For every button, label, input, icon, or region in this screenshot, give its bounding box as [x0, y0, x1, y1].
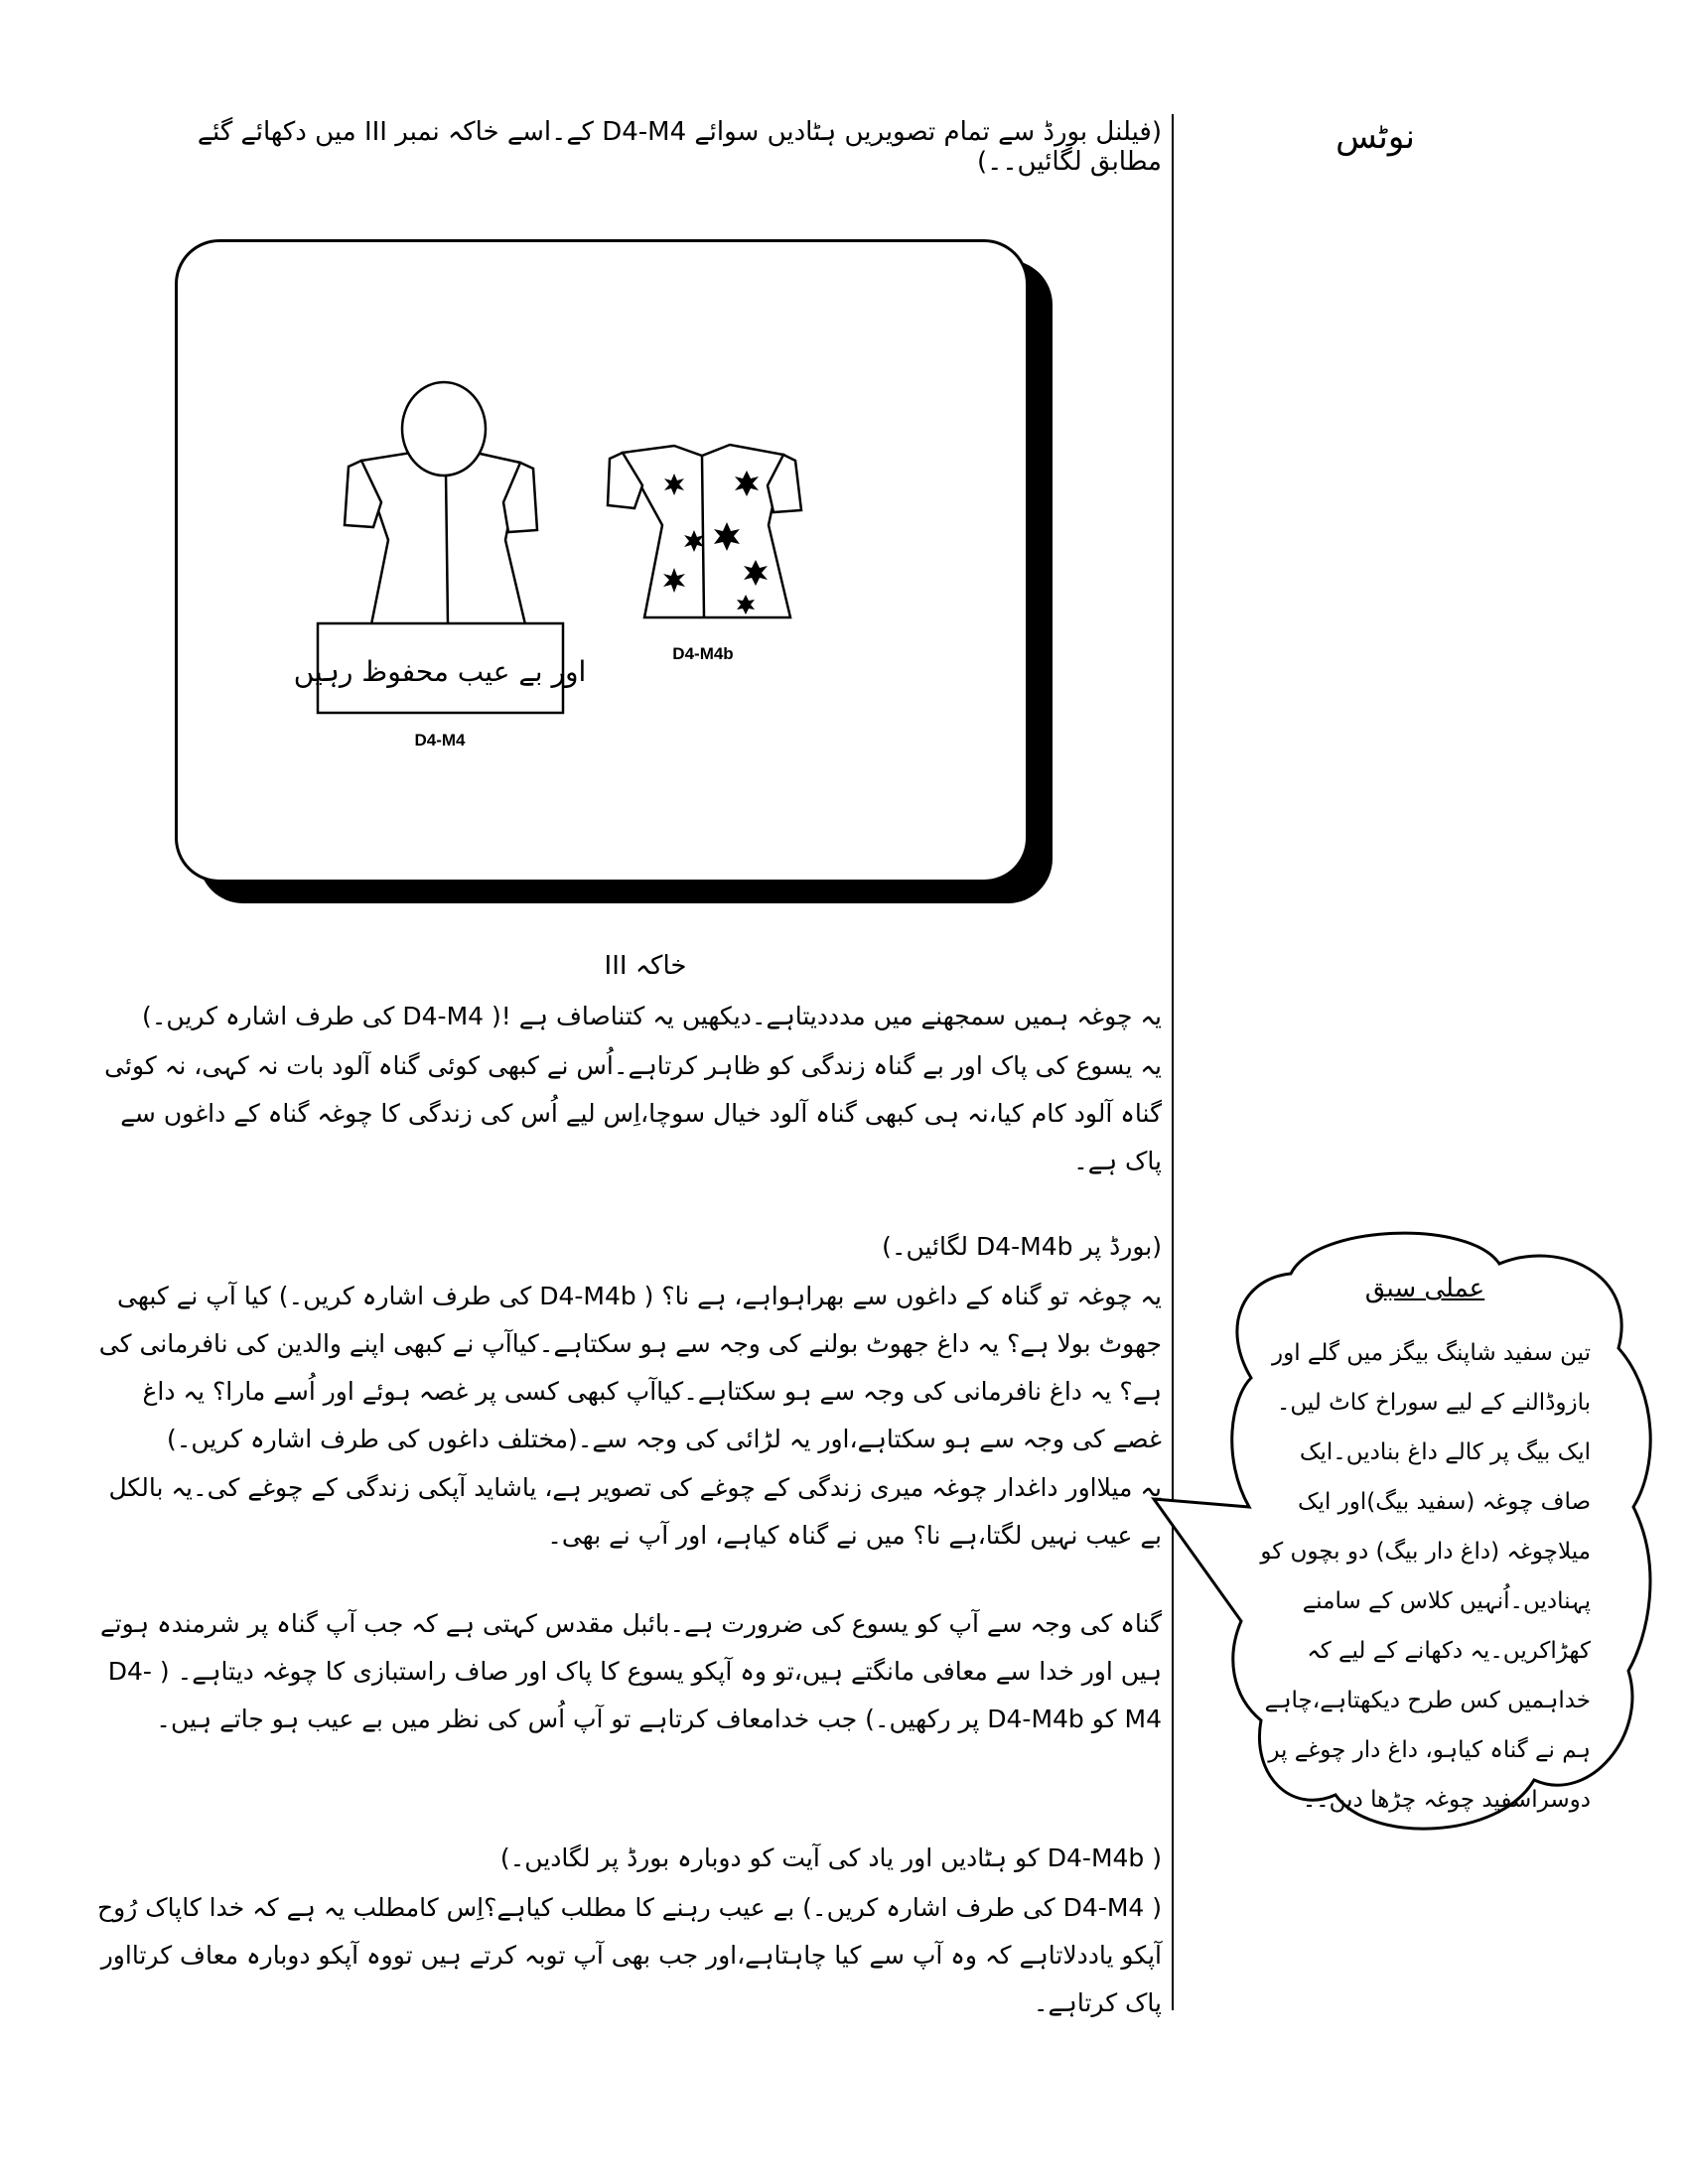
stained-robe-figure	[608, 445, 801, 617]
paragraph-3: (بورڈ پر D4-M4b لگائیں۔)	[882, 1232, 1162, 1261]
paragraph-7: ( D4-M4b کو ہٹادیں اور یاد کی آیت کو دوبارہ بورڈ پر لگادیں۔)	[499, 1843, 1162, 1872]
paragraph-5: یہ میلااور داغدار چوغہ میری زندگی کے چوغے کی تصویر ہے، یاشاید آپکی زندگی کے چوغے کی۔یہ بالکل بے عیب نہیں لگتا،ہے نا؟ میں نے گناہ کیاہے، اور آپ نے بھی۔	[108, 1473, 1162, 1550]
paragraph-6: گناہ کی وجہ سے آپ کو یسوع کی ضرورت ہے۔بائبل مقدس کہتی ہے کہ جب آپ گناہ پر شرمندہ ہوتے ہیں اور خدا سے معافی مانگتے ہیں،تو وہ آپکو یسوع کا پاک اور صاف راستبازی کا چوغہ دیتاہے۔ ( D4-M4 کو D4-M4b پر رکھیں۔) جب خدامعاف کرتاہے تو آپ اُس کی نظر میں بے عیب ہو جاتے ہیں۔	[99, 1609, 1162, 1733]
head-circle	[402, 382, 486, 476]
stained-robe	[623, 445, 790, 617]
figure-caption: خاکہ III	[604, 951, 687, 981]
banner-text: اور بے عیب محفوظ رہیں	[293, 655, 587, 688]
sidebar-text: تین سفید شاپنگ بیگز میں گلے اور بازوڈالنے کے لیے سوراخ کاٹ لیں۔ایک بیگ پر کالے داغ بنادیں۔ایک صاف چوغہ (سفید بیگ)اور ایک میلاچوغہ (داغ دار بیگ) دو بچوں کو پہنادیں۔اُنہیں کلاس کے سامنے کھڑاکریں۔یہ دکھانے کے لیے کہ خداہمیں کس طرح دیکھتاہے،چاہے ہم نے گناہ کیاہو، داغ دار چوغے پر دوسراسفید چوغہ چڑھا دیں۔۔	[1260, 1340, 1591, 1813]
robes-illustration	[178, 242, 1032, 886]
code-label-left: D4-M4	[414, 731, 466, 750]
paragraph-8: ( D4-M4 کی طرف اشارہ کریں۔) بے عیب رہنے کا مطلب کیاہے؟اِس کامطلب یہ ہے کہ خدا کاپاک رُوح آپکو یاددلاتاہے کہ وہ آپ سے کیا چاہتاہے،اور جب بھی آپ توبہ کرتے ہیں تووہ آپکو دوبارہ معاف کرتااور پاک کرتاہے۔	[97, 1893, 1162, 2017]
code-label-right: D4-M4b	[672, 644, 734, 663]
paragraph-4: یہ چوغہ تو گناہ کے داغوں سے بھراہواہے، ہے نا؟ ( D4-M4b کی طرف اشارہ کریں۔) کیا آپ نے کبھی جھوٹ بولا ہے؟ یہ داغ جھوٹ بولنے کی وجہ سے ہو سکتاہے۔کیاآپ نے کبھی اپنے والدین کی نافرمانی کی ہے؟ یہ داغ نافرمانی کی وجہ سے ہو سکتاہے۔کیاآپ کبھی کسی پر غصہ ہوئے اور اُسے مارا؟ یہ داغ غصے کی وجہ سے ہو سکتاہے،اور یہ لڑائی کی وجہ سے۔(مختلف داغوں کی طرف اشارہ کریں۔)	[98, 1282, 1162, 1453]
clean-robe	[361, 453, 525, 624]
figure-box	[175, 239, 1029, 883]
paragraph-2: یہ یسوع کی پاک اور بے گناہ زندگی کو ظاہر کرتاہے۔اُس نے کبھی کوئی گناہ آلود بات نہ کہی، نہ کوئی گناہ آلود کام کیا،نہ ہی کبھی گناہ آلود خیال سوچا،اِس لیے اُس کی زندگی کا چوغہ گناہ کے داغوں سے پاک ہے۔	[104, 1051, 1162, 1175]
paragraph-1: یہ چوغہ ہمیں سمجھنے میں مدددیتاہے۔دیکھیں یہ کتناصاف ہے !( D4-M4 کی طرف اشارہ کریں۔)	[141, 1002, 1162, 1030]
instruction-top: (فیلنل بورڈ سے تمام تصویریں ہٹادیں سوائے D4-M4 کے۔اسے خاکہ نمبر III میں دکھائے گئے مطابق لگائیں۔۔)	[197, 117, 1162, 177]
notes-label: نوٹس	[1336, 117, 1415, 157]
sidebar-title: عملی سبق	[1364, 1274, 1485, 1303]
